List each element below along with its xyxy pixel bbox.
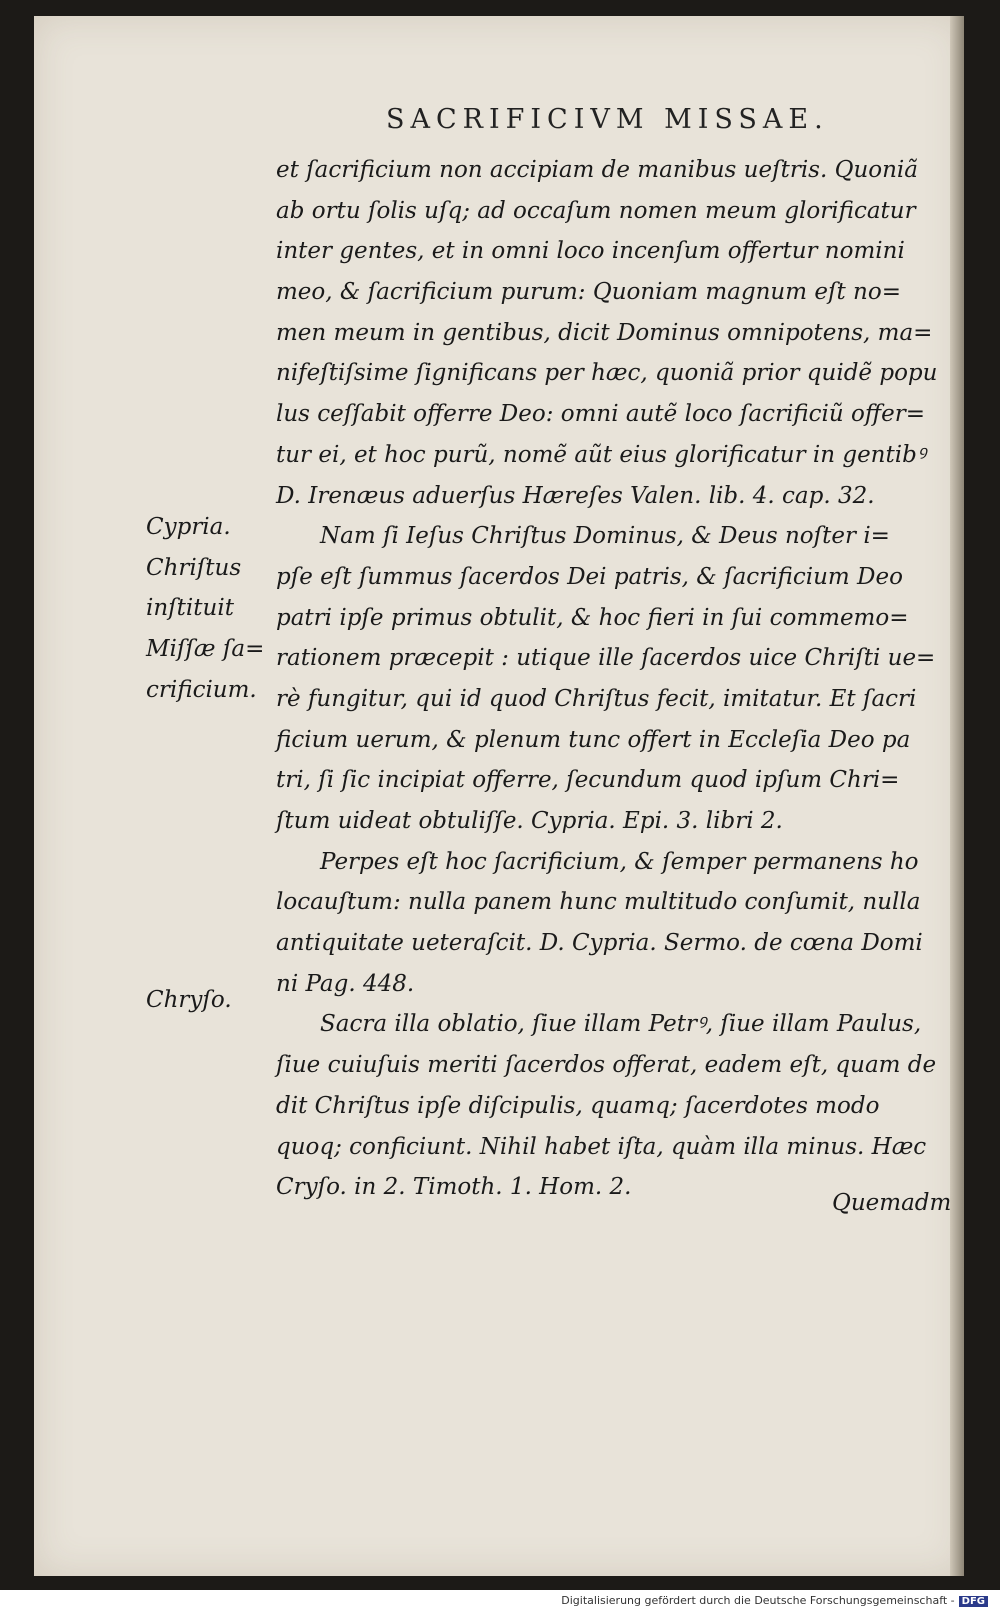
text-line: nifeſtiſsime ſignificans per hæc, quoniã prior quidẽ popu (276, 360, 938, 387)
margin-note-chrysostom (146, 980, 276, 1021)
text-line: rationem præcepit : utique ille ſacerdos uice Chriſti ue= (276, 645, 936, 672)
text-line: ni Pag. 448. (276, 970, 415, 997)
body-text (276, 150, 936, 1208)
text-line: quoq; conficiunt. Nihil habet iſta, quàm illa minus. Hæc (276, 1133, 927, 1160)
catchword: Quemadm (832, 1190, 952, 1216)
text-line: D. Irenæus aduerſus Hæreſes Valen. lib. 4. cap. 32. (276, 482, 875, 509)
text-line: locauſtum: nulla panem hunc multitudo conſumit, nulla (276, 889, 921, 916)
digitization-footer (561, 1594, 988, 1607)
margin-note-cyprian (146, 507, 276, 711)
margin-note-line: crificium. (146, 676, 257, 703)
running-head: SACRIFICIVM MISSAE. (386, 104, 829, 135)
text-line: tri, ſi ſic incipiat offerre, ſecundum quod ipſum Chri= (276, 767, 900, 794)
margin-note-line: inſtituit (146, 595, 234, 622)
text-line: ſiue cuiuſuis meriti ſacerdos offerat, eadem eſt, quam de (276, 1052, 937, 1079)
text-line: meo, & ſacrificium purum: Quoniam magnum eſt no= (276, 279, 901, 306)
text-line: et ſacrificium non accipiam de manibus ueſtris. Quoniã (276, 157, 919, 183)
text-line: Perpes eſt hoc ſacrificium, & ſemper permanens ho (320, 848, 919, 875)
text-line: Nam ſi Ieſus Chriſtus Dominus, & Deus noſter i= (320, 523, 890, 550)
margin-note-line: Cypria. (146, 514, 231, 540)
text-line: ſtum uideat obtuliſſe. Cypria. Epi. 3. libri 2. (276, 808, 783, 834)
page-edge (950, 16, 964, 1576)
margin-note-line: Miſſæ ſa= (146, 636, 265, 663)
text-line: antiquitate ueteraſcit. D. Cypria. Sermo. de cœna Domi (276, 930, 923, 957)
text-line: tur ei, et hoc purũ, nomẽ aũt eius glorificatur in gentibꝰ (276, 441, 926, 468)
text-line: patri ipſe primus obtulit, & hoc fieri in ſui commemo= (276, 604, 909, 631)
text-line: inter gentes, et in omni loco incenſum offertur nomini (276, 238, 905, 265)
dfg-logo: DFG (959, 1596, 988, 1607)
text-line: Cryſo. in 2. Timoth. 1. Hom. 2. (276, 1174, 632, 1201)
text-line: dit Chriſtus ipſe diſcipulis, quamq; ſacerdotes modo (276, 1092, 880, 1119)
text-line: Sacra illa oblatio, ſiue illam Petrꝰ, ſiue illam Paulus, (320, 1011, 922, 1038)
text-line: rè fungitur, qui id quod Chriſtus fecit, imitatur. Et ſacri (276, 685, 917, 712)
margin-note-line: Chriſtus (146, 554, 242, 581)
text-line: ab ortu ſolis uſq; ad occaſum nomen meum glorificatur (276, 197, 916, 224)
text-line: lus ceſſabit offerre Deo: omni autẽ loco ſacrificiũ offer= (276, 401, 926, 428)
text-line: pſe eſt ſummus ſacerdos Dei patris, & ſacrificium Deo (276, 563, 903, 590)
text-line: ficium uerum, & plenum tunc offert in Eccleſia Deo pa (276, 726, 911, 753)
margin-note-line: Chryſo. (146, 987, 232, 1013)
footer-text: Digitalisierung gefördert durch die Deutsche Forschungsgemeinschaft - (561, 1594, 955, 1607)
text-line: men meum in gentibus, dicit Dominus omnipotens, ma= (276, 319, 933, 346)
